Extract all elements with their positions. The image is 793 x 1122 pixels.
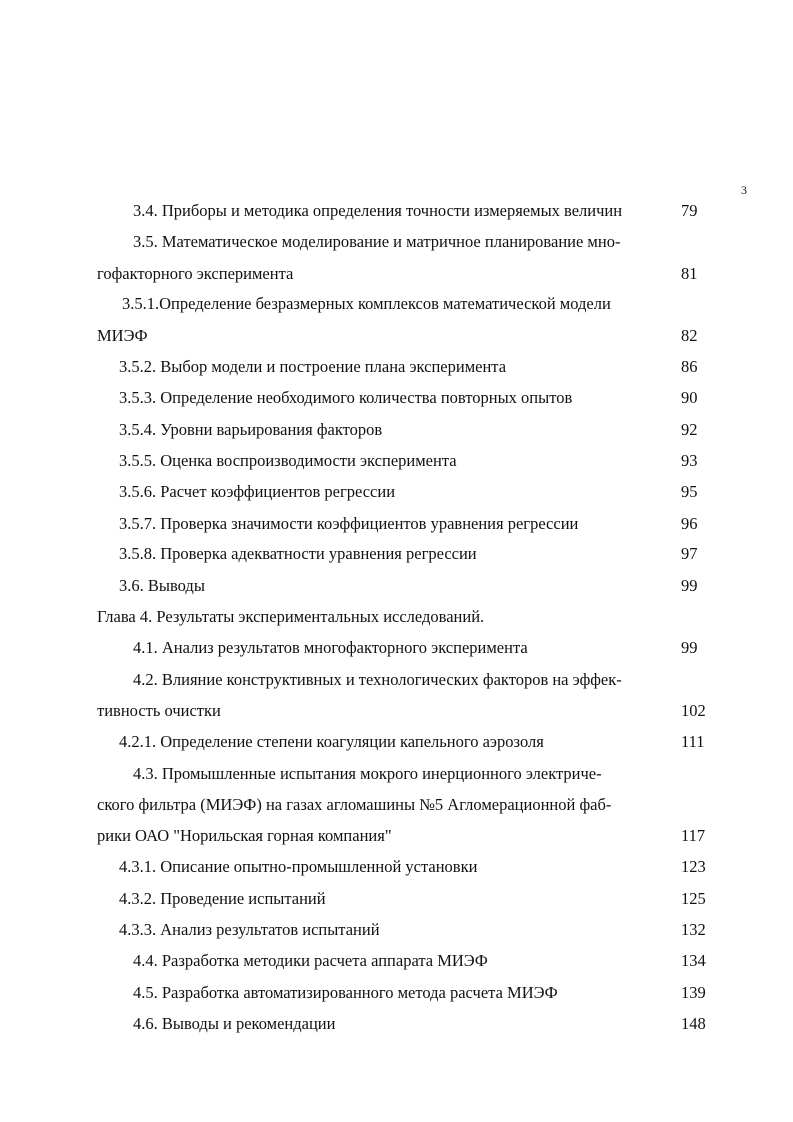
toc-entry — [0, 230, 793, 254]
toc-entry-title: ского фильтра (МИЭФ) на газах агломашины №5 Агломерационной фаб- — [97, 795, 612, 814]
toc-entry — [0, 449, 793, 473]
toc-entry — [0, 636, 793, 660]
toc-entry-title: тивность очистки — [97, 701, 221, 720]
toc-entry-page: 95 — [681, 482, 698, 501]
toc-entry-title: 3.5.2. Выбор модели и построение плана эксперимента — [119, 357, 507, 376]
toc-entry-title: 4.5. Разработка автоматизированного метода расчета МИЭФ — [133, 983, 558, 1002]
toc-entry-title: гофакторного эксперимента — [97, 264, 294, 283]
toc-entry — [0, 824, 793, 848]
toc-entry — [0, 668, 793, 692]
toc-entry — [0, 1012, 793, 1036]
toc-entry-page: 79 — [681, 201, 698, 220]
toc-entry — [0, 981, 793, 1005]
toc-entry — [0, 418, 793, 442]
toc-entry-page: 125 — [681, 889, 706, 908]
toc-entry-page: 148 — [681, 1014, 706, 1033]
toc-entry — [0, 355, 793, 379]
toc-entry-title: 3.5.5. Оценка воспроизводимости эксперимента — [119, 451, 457, 470]
toc-entry-title: 3.5.3. Определение необходимого количества повторных опытов — [119, 388, 573, 407]
toc-entry-page: 99 — [681, 638, 698, 657]
toc-entry-page: 97 — [681, 544, 698, 563]
toc-entry-page: 102 — [681, 701, 706, 720]
toc-entry-page: 86 — [681, 357, 698, 376]
toc-entry — [0, 699, 793, 723]
toc-entry-title: 4.3.1. Описание опытно-промышленной установки — [119, 857, 478, 876]
toc-entry-title: 4.2.1. Определение степени коагуляции капельного аэрозоля — [119, 732, 544, 751]
toc-entry-title: 4.6. Выводы и рекомендации — [133, 1014, 336, 1033]
toc-entry-title: 4.3.2. Проведение испытаний — [119, 889, 326, 908]
toc-entry-page: 111 — [681, 732, 705, 751]
toc-entry — [0, 262, 793, 286]
toc-entry-page: 123 — [681, 857, 706, 876]
toc-entry-title: 3.6. Выводы — [119, 576, 205, 595]
toc-entry-page: 134 — [681, 951, 706, 970]
toc-entry — [0, 292, 793, 316]
toc-entry-title: 4.1. Анализ результатов многофакторного эксперимента — [133, 638, 528, 657]
toc-entry-page: 132 — [681, 920, 706, 939]
toc-entry — [0, 949, 793, 973]
toc-entry — [0, 574, 793, 598]
toc-entry-title: 4.3.3. Анализ результатов испытаний — [119, 920, 380, 939]
toc-entry — [0, 386, 793, 410]
toc-entry — [0, 793, 793, 817]
page-number: 3 — [741, 183, 747, 197]
toc-entry-title: Глава 4. Результаты экспериментальных исследований. — [97, 607, 485, 626]
toc-entry — [0, 887, 793, 911]
toc-entry-page: 139 — [681, 983, 706, 1002]
toc-entry-page: 99 — [681, 576, 698, 595]
toc-entry-page: 93 — [681, 451, 698, 470]
toc-entry — [0, 730, 793, 754]
toc-entry-page: 96 — [681, 514, 698, 533]
toc-entry-title: 3.5.1.Определение безразмерных комплексов математической модели — [122, 294, 611, 313]
toc-entry-page: 81 — [681, 264, 698, 283]
toc-entry — [0, 762, 793, 786]
toc-entry-page: 82 — [681, 326, 698, 345]
toc-entry — [0, 199, 793, 223]
toc-entry — [0, 855, 793, 879]
toc-entry-title: 4.3. Промышленные испытания мокрого инерционного электриче- — [133, 764, 602, 783]
toc-entry-page: 92 — [681, 420, 698, 439]
toc-entry-page: 117 — [681, 826, 706, 845]
toc-entry-title: 4.2. Влияние конструктивных и технологических факторов на эффек- — [133, 670, 622, 689]
toc-entry-title: 3.5.8. Проверка адекватности уравнения регрессии — [119, 544, 477, 563]
toc-entry-title: 3.5. Математическое моделирование и матричное планирование мно- — [133, 232, 621, 251]
toc-entry — [0, 512, 793, 536]
toc-entry-title: 3.5.4. Уровни варьирования факторов — [119, 420, 383, 439]
toc-entry-title: 3.5.6. Расчет коэффициентов регрессии — [119, 482, 396, 501]
toc-entry — [0, 918, 793, 942]
toc-entry-title: 3.5.7. Проверка значимости коэффициентов уравнения регрессии — [119, 514, 579, 533]
toc-entry — [0, 324, 793, 348]
toc-entry-title: 4.4. Разработка методики расчета аппарата МИЭФ — [133, 951, 488, 970]
toc-entry-title: МИЭФ — [97, 326, 148, 345]
toc-entry — [0, 480, 793, 504]
toc-entry-page: 90 — [681, 388, 698, 407]
toc-entry-title: 3.4. Приборы и методика определения точности измеряемых величин — [133, 201, 623, 220]
toc-entry — [0, 605, 793, 629]
toc-entry — [0, 542, 793, 566]
toc-entry-title: рики ОАО "Норильская горная компания" — [97, 826, 392, 845]
